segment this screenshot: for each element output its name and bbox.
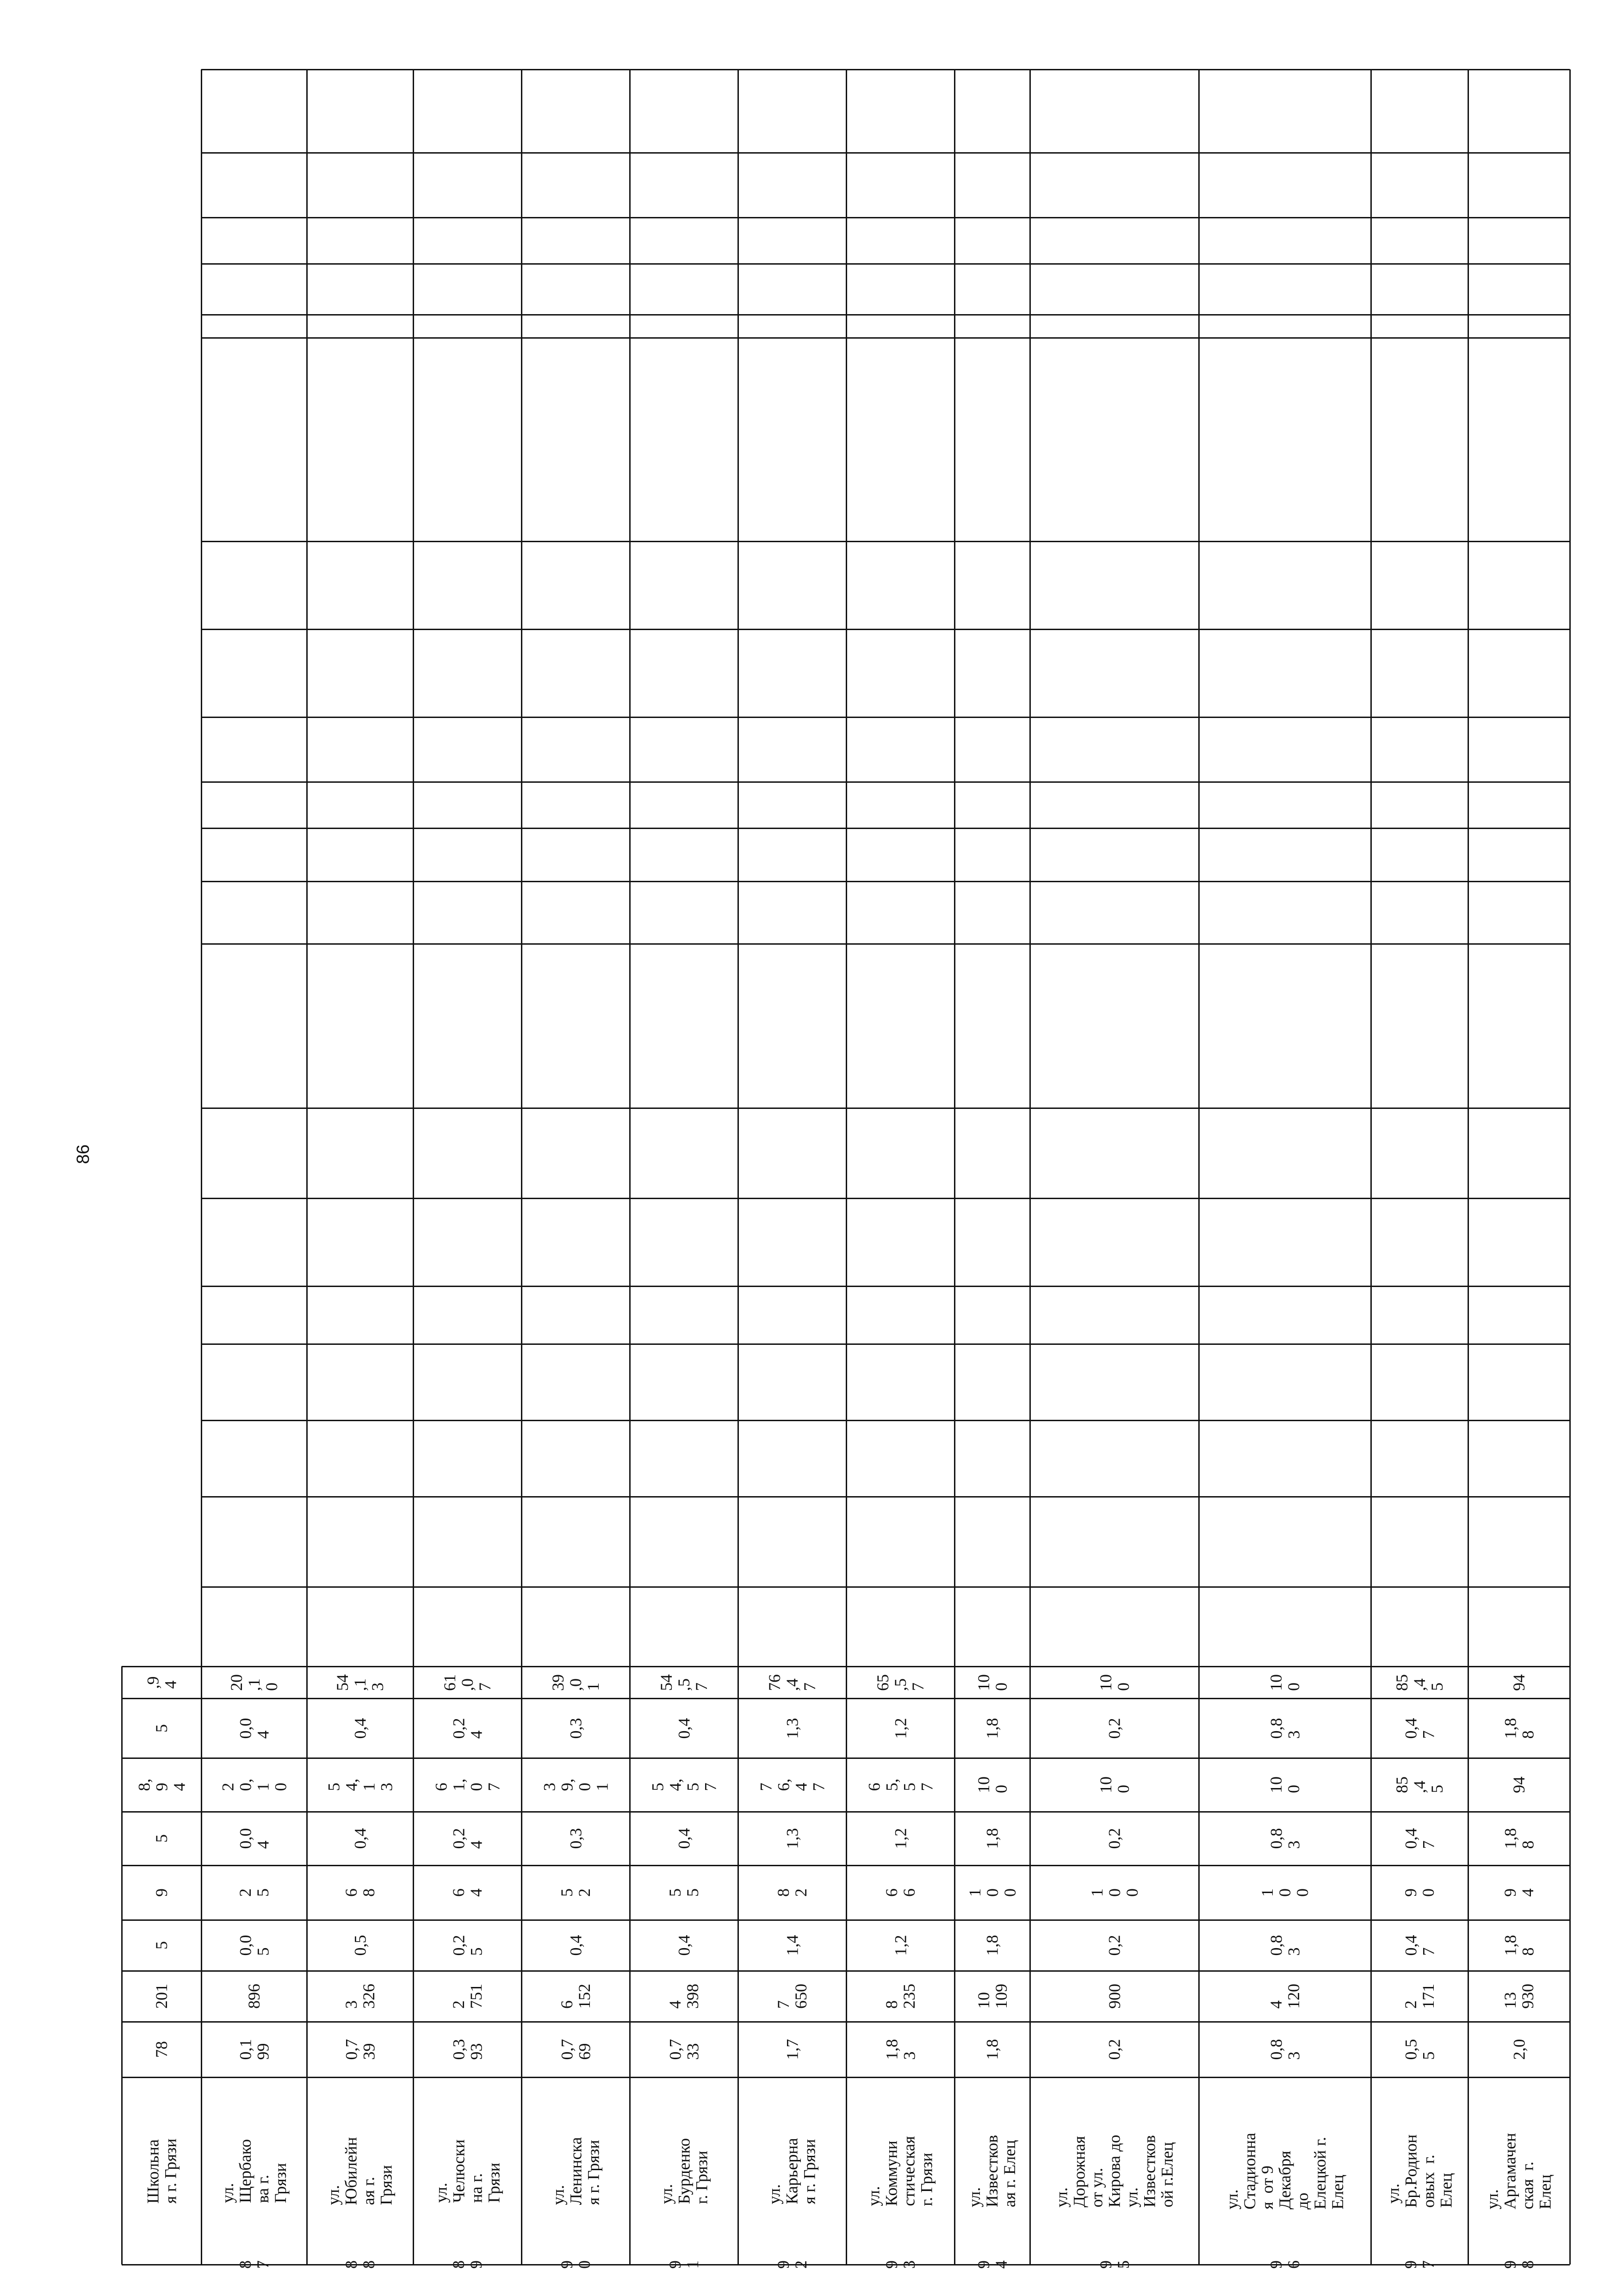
value-cell <box>1030 1666 1199 1698</box>
value-cell-text: 0,4 <box>675 1718 693 1739</box>
value-cell-text: 0,3 <box>566 1828 585 1849</box>
value-cell <box>201 1920 307 1971</box>
value-cell-text: 0,3 93 <box>449 2039 485 2060</box>
value-cell-text: 94 <box>1510 1776 1528 1793</box>
street-name-cell <box>846 2077 954 2265</box>
street-name-cell <box>1371 2077 1468 2265</box>
table-column-line <box>201 629 1570 630</box>
value-cell <box>1468 1971 1570 2022</box>
value-cell-text: 54 ,5 7 <box>657 1674 711 1691</box>
value-cell-text: 1 0 0 <box>1087 1888 1141 1897</box>
value-cell <box>122 1758 201 1812</box>
value-cell-text: 0,2 <box>1105 1935 1124 1956</box>
value-cell-text: 10 0 <box>974 1776 1010 1793</box>
value-cell <box>738 1971 846 2022</box>
value-cell-text: 5 5 <box>666 1888 702 1897</box>
table-column-line <box>201 828 1570 829</box>
value-cell-text: 9 <box>152 1888 171 1897</box>
value-cell <box>954 1758 1030 1812</box>
value-cell <box>630 1666 738 1698</box>
value-cell <box>630 2022 738 2077</box>
value-cell <box>846 1698 954 1758</box>
value-cell <box>1030 1971 1199 2022</box>
table-column-line <box>201 1343 1570 1345</box>
value-cell-text: 78 <box>152 2041 171 2058</box>
value-cell <box>846 1920 954 1971</box>
value-cell <box>1371 1812 1468 1865</box>
value-cell <box>954 1971 1030 2022</box>
value-cell <box>1468 2022 1570 2077</box>
value-cell-text: 9 0 <box>1401 1888 1437 1897</box>
value-cell <box>846 1971 954 2022</box>
value-cell-text: 13 930 <box>1501 1984 1537 2009</box>
street-name-cell-text: ул. Юбилейн ая г. Грязи <box>324 2136 396 2205</box>
value-cell <box>201 2022 307 2077</box>
value-cell <box>1199 1865 1371 1920</box>
table-column-line <box>201 1108 1570 1109</box>
value-cell <box>738 1812 846 1865</box>
value-cell-text: 1,8 <box>983 2039 1002 2060</box>
value-cell <box>413 1971 521 2022</box>
value-cell-text: 9 4 <box>1501 1888 1537 1897</box>
value-cell-text: 0,4 7 <box>1401 1718 1437 1739</box>
value-cell-text: 6 8 <box>342 1888 378 1897</box>
value-cell-text: 1,8 <box>983 1718 1002 1739</box>
value-cell-text: 2 0, 1 0 <box>218 1778 290 1791</box>
value-cell-text: 10 0 <box>1096 1776 1133 1793</box>
value-cell <box>122 1698 201 1758</box>
value-cell <box>521 1971 630 2022</box>
street-name-cell <box>1030 2077 1199 2265</box>
table-column-line <box>201 337 1570 339</box>
value-cell-text: 76 ,4 7 <box>765 1674 819 1691</box>
value-cell-text: 0,0 5 <box>236 1935 272 1956</box>
value-cell <box>1199 1666 1371 1698</box>
value-cell <box>954 1698 1030 1758</box>
value-cell-text: 1,7 <box>783 2039 801 2060</box>
street-name-cell-text: ул. Карьерна я г. Грязи <box>765 2137 819 2204</box>
value-cell <box>738 2022 846 2077</box>
value-cell <box>738 1920 846 1971</box>
value-cell <box>1030 1865 1199 1920</box>
value-cell-text: 0,2 <box>1105 1828 1124 1849</box>
value-cell-text: 0,8 3 <box>1267 1828 1303 1849</box>
value-cell-text: 0,7 39 <box>342 2039 378 2060</box>
value-cell-text: 10 109 <box>974 1984 1010 2009</box>
value-cell-text: 8 235 <box>882 1984 918 2009</box>
value-cell <box>1468 1698 1570 1758</box>
value-cell-text: 2 5 <box>236 1888 272 1897</box>
value-cell-text: 0,4 <box>675 1935 693 1956</box>
value-cell-text: 3 326 <box>342 1984 378 2009</box>
value-cell-text: 0,0 4 <box>236 1718 272 1739</box>
value-cell <box>1371 2022 1468 2077</box>
value-cell <box>1030 1920 1199 1971</box>
value-cell <box>307 1698 413 1758</box>
value-cell <box>521 1666 630 1698</box>
page-number: 86 <box>74 1144 93 1164</box>
street-name-cell <box>630 2077 738 2265</box>
value-cell <box>738 1666 846 1698</box>
value-cell <box>1199 1920 1371 1971</box>
value-cell-text: 900 <box>1105 1984 1124 2009</box>
value-cell <box>1371 1865 1468 1920</box>
value-cell <box>738 1865 846 1920</box>
value-cell <box>1371 1698 1468 1758</box>
value-cell-text: 0,8 3 <box>1267 2039 1303 2060</box>
value-cell-text: 1 0 0 <box>965 1888 1019 1897</box>
table-column-line <box>201 1286 1570 1287</box>
value-cell-text: 0,8 3 <box>1267 1935 1303 1956</box>
value-cell-text: 0,4 <box>351 1718 369 1739</box>
value-cell-text: 0,2 5 <box>449 1935 485 1956</box>
value-cell <box>1030 1812 1199 1865</box>
table-column-line <box>201 541 1570 542</box>
value-cell-text: 201 <box>152 1984 171 2009</box>
row-number-cell-text: 9 5 <box>1096 2260 1133 2269</box>
value-cell <box>1199 1812 1371 1865</box>
value-cell-text: 1,3 <box>783 1718 801 1739</box>
table-column-line <box>201 263 1570 265</box>
value-cell <box>1468 1812 1570 1865</box>
value-cell <box>630 1865 738 1920</box>
value-cell-text: 0,4 <box>675 1828 693 1849</box>
table-column-line <box>201 217 1570 218</box>
value-cell <box>122 1666 201 1698</box>
value-cell-text: 1 0 0 <box>1258 1888 1312 1897</box>
value-cell-text: 6 152 <box>558 1984 594 2009</box>
row-number-cell-text: 9 2 <box>774 2260 810 2269</box>
value-cell-text: 2 751 <box>449 1984 485 2009</box>
value-cell <box>846 1865 954 1920</box>
value-cell <box>521 2022 630 2077</box>
value-cell <box>413 1812 521 1865</box>
street-name-cell-text: ул. Коммуни стическая г. Грязи <box>864 2135 936 2206</box>
value-cell-text: 0,5 <box>351 1935 369 1956</box>
value-cell-text: 1,2 <box>891 1828 910 1849</box>
value-cell-text: 0,2 4 <box>449 1828 485 1849</box>
row-number-cell-text: 8 7 <box>236 2260 272 2269</box>
street-name-cell <box>738 2077 846 2265</box>
value-cell-text: 0,5 5 <box>1401 2039 1437 2060</box>
value-cell <box>954 1920 1030 1971</box>
value-cell-text: 5 <box>152 1834 171 1843</box>
street-name-cell-text: Школьна я г. Грязи <box>143 2138 180 2203</box>
value-cell-text: 0,1 99 <box>236 2039 272 2060</box>
value-cell <box>1371 1666 1468 1698</box>
value-cell <box>122 1971 201 2022</box>
value-cell-text: 0,2 4 <box>449 1718 485 1739</box>
row-number-cell-text: 9 0 <box>558 2260 594 2269</box>
value-cell <box>122 1865 201 1920</box>
table-column-line <box>201 1198 1570 1199</box>
value-cell-text: 1,4 <box>783 1935 801 1956</box>
value-cell <box>413 1865 521 1920</box>
street-name-cell-text: ул. Известков ая г. Елец <box>965 2135 1019 2207</box>
value-cell <box>307 1812 413 1865</box>
value-cell-text: 896 <box>245 1984 263 2009</box>
street-name-cell <box>413 2077 521 2265</box>
value-cell <box>1199 2022 1371 2077</box>
street-name-cell <box>521 2077 630 2265</box>
street-name-cell <box>1468 2077 1570 2265</box>
value-cell <box>630 1971 738 2022</box>
value-cell <box>630 1758 738 1812</box>
row-number-cell-text: 9 3 <box>882 2260 918 2269</box>
table-column-line <box>201 717 1570 718</box>
street-name-cell <box>201 2077 307 2265</box>
value-cell <box>1371 1971 1468 2022</box>
value-cell-text: 6 1, 0 7 <box>432 1778 503 1791</box>
table-column-line <box>201 781 1570 783</box>
value-cell-text: 6 5, 5 7 <box>865 1778 936 1791</box>
value-cell <box>846 1758 954 1812</box>
value-cell-text: 85 ,4 5 <box>1393 1776 1446 1793</box>
value-cell-text: 0,2 <box>1105 2039 1124 2060</box>
value-cell-text: 0,7 69 <box>558 2039 594 2060</box>
value-cell-text: 1,8 3 <box>882 2039 918 2060</box>
value-cell-text: 1,2 <box>891 1935 910 1956</box>
value-cell <box>846 1666 954 1698</box>
value-cell-text: 5 2 <box>558 1888 594 1897</box>
value-cell-text: 1,8 <box>983 1828 1002 1849</box>
value-cell-text: 7 650 <box>774 1984 810 2009</box>
value-cell-text: 1,8 8 <box>1501 1935 1537 1956</box>
table-column-line <box>201 69 1570 70</box>
value-cell-text: 1,3 <box>783 1828 801 1849</box>
table-column-line <box>201 943 1570 945</box>
value-cell <box>201 1812 307 1865</box>
value-cell-text: 39 ,0 1 <box>549 1674 602 1691</box>
value-cell <box>201 1666 307 1698</box>
table-column-line <box>201 152 1570 154</box>
street-name-cell-text: ул. Щербако ва г. Грязи <box>218 2139 290 2203</box>
value-cell-text: 0,7 33 <box>666 2039 702 2060</box>
value-cell <box>413 1666 521 1698</box>
value-cell-text: 20 ,1 0 <box>227 1674 281 1691</box>
value-cell <box>738 1758 846 1812</box>
value-cell <box>122 1920 201 1971</box>
value-cell <box>846 2022 954 2077</box>
street-name-cell-text: ул. Дорожная от ул. Кирова до ул. Известков ой г.Елец <box>1052 2134 1177 2208</box>
value-cell-text: 54 ,1 3 <box>333 1674 387 1691</box>
value-cell-text: 10 0 <box>1267 1776 1303 1793</box>
street-name-cell-text: ул. Бр.Родион овых г. Елец <box>1383 2134 1455 2208</box>
value-cell <box>1199 1698 1371 1758</box>
row-number-cell-text: 9 4 <box>974 2260 1010 2269</box>
value-cell <box>521 1865 630 1920</box>
street-name-cell-text: ул. Бурденко г. Грязи <box>657 2138 711 2204</box>
value-cell-text: 10 0 <box>1096 1674 1133 1691</box>
value-cell-text: 5 <box>152 1724 171 1733</box>
value-cell-text: 5 4, 1 3 <box>324 1778 396 1791</box>
value-cell <box>1468 1920 1570 1971</box>
value-cell <box>307 1920 413 1971</box>
value-cell <box>201 1758 307 1812</box>
value-cell-text: ,9 4 <box>143 1676 180 1689</box>
value-cell <box>413 1698 521 1758</box>
value-cell <box>846 1812 954 1865</box>
value-cell <box>1468 1758 1570 1812</box>
value-cell-text: 0,4 7 <box>1401 1828 1437 1849</box>
value-cell <box>1199 1971 1371 2022</box>
value-cell-text: 8, 9 4 <box>135 1778 188 1791</box>
value-cell-text: 2 171 <box>1401 1984 1437 2009</box>
value-cell-text: 0,4 <box>566 1935 585 1956</box>
table-column-line <box>201 881 1570 882</box>
value-cell-text: 8 2 <box>774 1888 810 1897</box>
value-cell-text: 4 398 <box>666 1984 702 2009</box>
value-cell <box>1371 1758 1468 1812</box>
street-name-cell-text: ул. Челюски на г. Грязи <box>432 2139 503 2203</box>
value-cell-text: 5 <box>152 1941 171 1949</box>
street-name-cell-text: ул. Аргамачен ская г. Елец <box>1483 2132 1555 2209</box>
value-cell <box>201 1698 307 1758</box>
value-cell-text: 5 4, 5 7 <box>648 1778 719 1791</box>
table-column-line <box>201 1496 1570 1498</box>
value-cell-text: 94 <box>1510 1674 1528 1691</box>
row-number-cell-text: 8 8 <box>342 2260 378 2269</box>
value-cell-text: 0,3 <box>566 1718 585 1739</box>
value-cell-text: 0,0 4 <box>236 1828 272 1849</box>
table-column-line <box>201 1420 1570 1421</box>
value-cell-text: 1,8 8 <box>1501 1718 1537 1739</box>
value-cell <box>307 1758 413 1812</box>
value-cell <box>201 1971 307 2022</box>
value-cell <box>307 1865 413 1920</box>
value-cell-text: 65 ,5 7 <box>873 1674 927 1691</box>
street-name-cell-text: ул. Стадионна я от 9 Декабря до Елецкой г. Елец <box>1223 2132 1347 2209</box>
value-cell <box>521 1920 630 1971</box>
value-cell <box>307 1971 413 2022</box>
value-cell-text: 3 9, 0 1 <box>540 1778 611 1791</box>
value-cell-text: 0,4 7 <box>1401 1935 1437 1956</box>
row-number-cell-text: 9 6 <box>1267 2260 1303 2269</box>
value-cell <box>413 1758 521 1812</box>
value-cell <box>1468 1666 1570 1698</box>
value-cell-text: 1,8 <box>983 1935 1002 1956</box>
value-cell <box>201 1865 307 1920</box>
value-cell-text: 61 ,0 7 <box>440 1674 494 1691</box>
value-cell-text: 1,2 <box>891 1718 910 1739</box>
value-cell <box>521 1758 630 1812</box>
value-cell-text: 6 4 <box>449 1888 485 1897</box>
value-cell-text: 6 6 <box>882 1888 918 1897</box>
value-cell <box>954 1865 1030 1920</box>
value-cell <box>630 1698 738 1758</box>
value-cell <box>1199 1758 1371 1812</box>
row-number-cell-text: 9 8 <box>1501 2260 1537 2269</box>
value-cell <box>954 2022 1030 2077</box>
value-cell <box>521 1698 630 1758</box>
street-name-cell <box>307 2077 413 2265</box>
value-cell-text: 0,2 <box>1105 1718 1124 1739</box>
value-cell-text: 0,4 <box>351 1828 369 1849</box>
row-number-cell-text: 8 9 <box>449 2260 485 2269</box>
value-cell <box>122 2022 201 2077</box>
value-cell-text: 10 0 <box>974 1674 1010 1691</box>
value-cell <box>630 1812 738 1865</box>
value-cell-text: 0,8 3 <box>1267 1718 1303 1739</box>
value-cell <box>122 1812 201 1865</box>
street-name-cell <box>1199 2077 1371 2265</box>
value-cell <box>1030 2022 1199 2077</box>
value-cell <box>413 2022 521 2077</box>
value-cell <box>521 1812 630 1865</box>
value-cell-text: 1,8 8 <box>1501 1828 1537 1849</box>
value-cell-text: 85 ,4 5 <box>1393 1674 1446 1691</box>
value-cell <box>413 1920 521 1971</box>
value-cell-text: 10 0 <box>1267 1674 1303 1691</box>
value-cell <box>307 1666 413 1698</box>
street-name-cell <box>954 2077 1030 2265</box>
value-cell <box>630 1920 738 1971</box>
value-cell <box>1468 1865 1570 1920</box>
value-cell-text: 2,0 <box>1510 2039 1528 2060</box>
value-cell <box>1030 1698 1199 1758</box>
row-number-cell-text: 9 1 <box>666 2260 702 2269</box>
value-cell <box>738 1698 846 1758</box>
value-cell <box>954 1666 1030 1698</box>
row-number-cell-text: 9 7 <box>1401 2260 1437 2269</box>
value-cell <box>954 1812 1030 1865</box>
value-cell-text: 7 6, 4 7 <box>756 1778 828 1791</box>
value-cell <box>1030 1758 1199 1812</box>
value-cell <box>1371 1920 1468 1971</box>
street-name-cell-text: ул. Ленинска я г. Грязи <box>548 2137 602 2205</box>
value-cell-text: 4 120 <box>1267 1984 1303 2009</box>
table-column-line <box>201 1586 1570 1588</box>
street-name-cell <box>122 2077 201 2265</box>
value-cell <box>307 2022 413 2077</box>
table-column-line <box>201 314 1570 316</box>
